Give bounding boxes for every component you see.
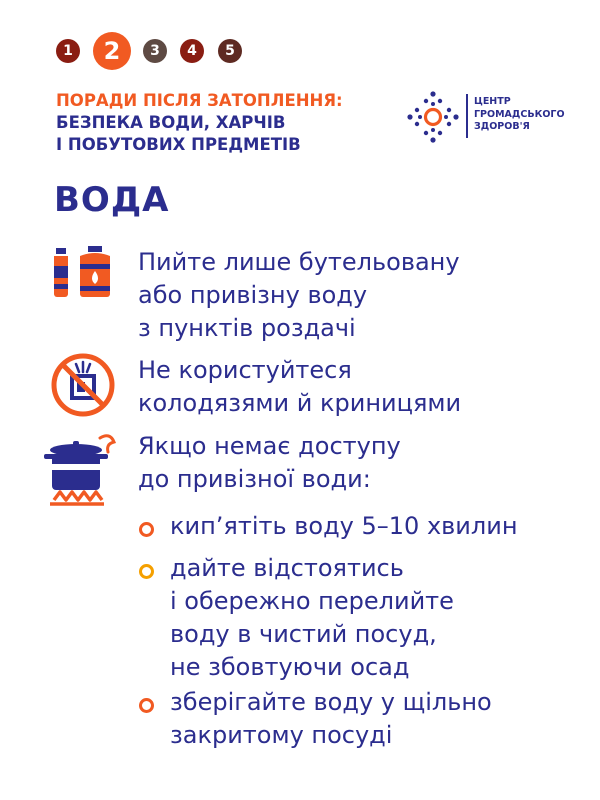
header-title-line3: І ПОБУТОВИХ ПРЕДМЕТІВ xyxy=(56,135,301,154)
public-health-center-logo xyxy=(406,92,566,144)
item-no-wells-line2: колодязями й криницями xyxy=(138,389,462,417)
item-bottled-water-line3: з пунктів роздачі xyxy=(138,314,356,342)
item-no-wells-line1: Не користуйтеся xyxy=(138,356,352,384)
bullet-boil-water xyxy=(170,510,518,543)
header-title-line2: БЕЗПЕКА ВОДИ, ХАРЧІВ xyxy=(56,113,286,132)
item-no-access-line1: Якщо немає доступу xyxy=(138,432,401,460)
logo-divider xyxy=(466,94,468,138)
bullet-marker-icon xyxy=(139,698,154,713)
bullet-store-water xyxy=(170,686,492,752)
logo-text-line3: ЗДОРОВ'Я xyxy=(474,121,530,132)
bullet-store-water-line2: закритому посуді xyxy=(170,721,393,749)
bullet-settle-water-line3: воду в чистий посуд, xyxy=(170,620,437,648)
page-4-dot: 4 xyxy=(180,39,204,63)
bullet-settle-water-line2: і обережно перелийте xyxy=(170,587,454,615)
bullet-settle-water-line1: дайте відстоятись xyxy=(170,554,404,582)
bullet-marker-icon xyxy=(139,564,154,579)
section-title: ВОДА xyxy=(54,180,170,220)
logo-emblem-icon xyxy=(406,90,460,144)
item-no-access-line2: до привізної води: xyxy=(138,465,371,493)
page-1-dot: 1 xyxy=(56,39,80,63)
page-5-dot: 5 xyxy=(218,39,242,63)
page-3-dot: 3 xyxy=(143,39,167,63)
item-bottled-water xyxy=(138,246,460,345)
item-no-wells xyxy=(138,354,461,420)
bullet-settle-water xyxy=(170,552,454,684)
bullet-boil-water-line1: кип’ятіть воду 5–10 хвилин xyxy=(170,512,518,540)
page-2-dot-current: 2 xyxy=(93,32,131,70)
header-title xyxy=(56,90,343,156)
no-well-icon xyxy=(50,352,116,418)
bullet-settle-water-line4: не збовтуючи осад xyxy=(170,653,410,681)
logo-text-line2: ГРОМАДСЬКОГО xyxy=(474,108,565,120)
bullet-store-water-line1: зберігайте воду у щільно xyxy=(170,688,492,716)
bottles-icon xyxy=(50,244,116,300)
logo-text xyxy=(474,96,565,134)
item-no-access xyxy=(138,430,401,496)
item-bottled-water-line1: Пийте лише бутельовану xyxy=(138,248,460,276)
logo-text-line1: ЦЕНТР xyxy=(474,96,511,107)
boiling-pot-icon xyxy=(40,428,126,514)
item-bottled-water-line2: або привізну воду xyxy=(138,281,368,309)
header-title-line1: ПОРАДИ ПІСЛЯ ЗАТОПЛЕННЯ: xyxy=(56,91,343,110)
bullet-marker-icon xyxy=(139,522,154,537)
